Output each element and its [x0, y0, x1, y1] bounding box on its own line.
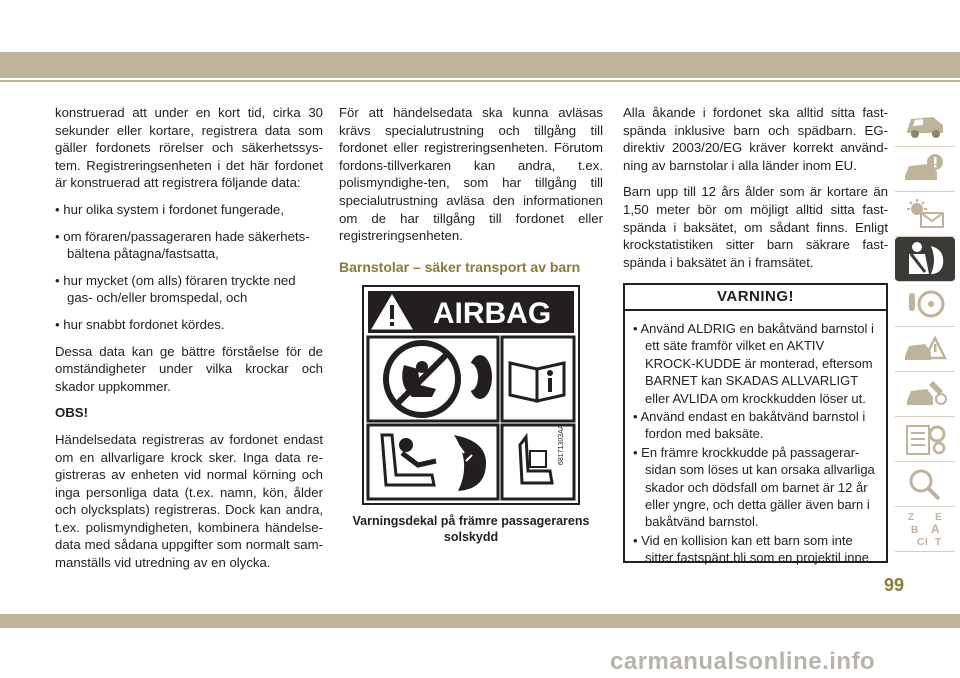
- col3-paragraph-2: Barn upp till 12 års ålder som är kortare än 1,50 meter bör om möjligt alltid sitta fast-spända i baksätet, om sådant finns. Enligt krockstatistiken sitter barn säkrare fast-spända i baksätet än i framsätet.: [623, 184, 888, 270]
- svg-text:B: B: [911, 525, 919, 536]
- airbag-label-text: AIRBAG: [432, 297, 552, 330]
- airbag-warning-label-figure: [362, 285, 580, 505]
- col1-bullet: • hur snabbt fordonet kördes.: [55, 316, 225, 332]
- page-number: 99: [883, 575, 904, 595]
- tab-maintenance[interactable]: [895, 372, 955, 417]
- svg-text:C: C: [917, 537, 925, 548]
- section-heading: Barnstolar – säker transport av barn: [339, 258, 581, 275]
- tab-seatbelt-airbag[interactable]: [895, 237, 955, 282]
- col1-bullet: • hur olika system i fordonet fungerade,: [55, 201, 284, 217]
- column-2: [339, 104, 603, 286]
- svg-text:I: I: [925, 537, 928, 548]
- car-icon: [903, 107, 947, 141]
- svg-text:A: A: [931, 522, 940, 536]
- svg-text:T: T: [935, 537, 942, 548]
- roadside-emergency-icon: [903, 332, 947, 366]
- label-part-number: 68171303AA: [558, 424, 565, 465]
- car-info-icon: [903, 152, 947, 186]
- figure-caption: Varningsdekal på främre passagerarens solskydd: [352, 514, 590, 544]
- note-title: OBS!: [55, 405, 88, 421]
- seatbelt-airbag-icon: [903, 240, 947, 278]
- starting-driving-icon: [903, 287, 947, 321]
- tab-alphabet-index[interactable]: [895, 507, 955, 552]
- col2-paragraph-1: För att händelsedata ska kunna avläsas krävs specialutrustning och tillgång till fordonet eller registreringsenheten. Förutom fordons-tillverkaren kan andra, t.ex. polismyndighe-ten, som har tillgång till specialutrustning avläsa den informationen om de har tillgång till fordonet eller registreringsenheten.: [339, 105, 603, 244]
- warning-title: VARNING!: [625, 285, 886, 311]
- tab-starting-driving[interactable]: [895, 282, 955, 327]
- warning-item: • Använd ALDRIG en bakåtvänd barnstol i ett säte framför vilket en AKTIV KROCK-KUDDE är monterad, eftersom BARNET kan SKADAS ALLVARLIGT eller AVLIDA om krockkudden löser ut.: [633, 321, 874, 406]
- warning-item: • En främre krockkudde på passagerar-sidan som löses ut kan orsaka allvarliga skador och dödsfall om barnet är 12 år eller yngre, och detta gäller även barn i bakåtvänd barnstol.: [633, 444, 875, 530]
- chapter-tabs: [895, 102, 955, 552]
- tab-car-info[interactable]: [895, 147, 955, 192]
- watermark: carmanualsonline.info: [610, 648, 876, 675]
- col1-paragraph-1: konstruerad att under en kort tid, cirka 30 sekunder eller kortare, registrera data som gäller fordonets rörelser och säkerhetssys-tem. Registreringsenheten i det här fordonet är konstruerad att registrera följande data:: [55, 105, 323, 191]
- svg-text:Z: Z: [908, 512, 915, 523]
- col1-bullet: • hur mycket (om alls) föraren tryckte ned gas- och/eller bromspedal, och: [55, 272, 296, 306]
- warning-item: • Använd endast en bakåtvänd barnstol i fordon med baksäte.: [633, 409, 866, 442]
- col1-paragraph-2: Dessa data kan ge bättre förståelse för de omständigheter under vilka krockar och skador uppkommer.: [55, 343, 323, 394]
- tab-search[interactable]: [895, 462, 955, 507]
- column-3: [623, 104, 888, 280]
- warning-lights-icon: [903, 197, 947, 231]
- warning-box: [623, 283, 888, 566]
- col3-paragraph-1: Alla åkande i fordonet ska alltid sitta fast-spända inklusive barn och spädbarn. EG-direktiv 2003/20/EG kräver korrekt använd-ning av barnstolar i alla länder inom EU.: [623, 105, 888, 173]
- airbag-label-illustration: [362, 285, 580, 505]
- warning-list: [625, 311, 886, 567]
- footer-band: [0, 614, 960, 628]
- tab-warning-lights[interactable]: [895, 192, 955, 237]
- search-icon: [903, 467, 947, 501]
- warning-item: • Vid en kollision kan ett barn som inte sitter fastspänt bli som en projektil inne: [633, 532, 869, 566]
- note-text: Händelsedata registreras av fordonet endast om en allvarligare krock sker. Inga data re-gistreras av enheten vid normal körning och inga personliga data (t.ex. namn, kön, ålder och olycksplats) registreras. Dock kan andra, t.ex. polismyndigheten, kombinera händelse-data med sådana uppgifter som normalt sam-manställs vid utredning av en olycka.: [55, 431, 323, 571]
- tab-technical-specs[interactable]: [895, 417, 955, 462]
- technical-specs-icon: [903, 422, 947, 456]
- alphabet-index-icon: [903, 509, 947, 549]
- tab-roadside-emergency[interactable]: [895, 327, 955, 372]
- tab-car[interactable]: [895, 102, 955, 147]
- column-1: [55, 104, 323, 581]
- col1-bullet: • om föraren/passageraren hade säkerhets-bältena påtagna/fastsatta,: [55, 228, 310, 262]
- maintenance-icon: [903, 377, 947, 411]
- svg-text:E: E: [935, 512, 942, 523]
- header-band: [0, 52, 960, 78]
